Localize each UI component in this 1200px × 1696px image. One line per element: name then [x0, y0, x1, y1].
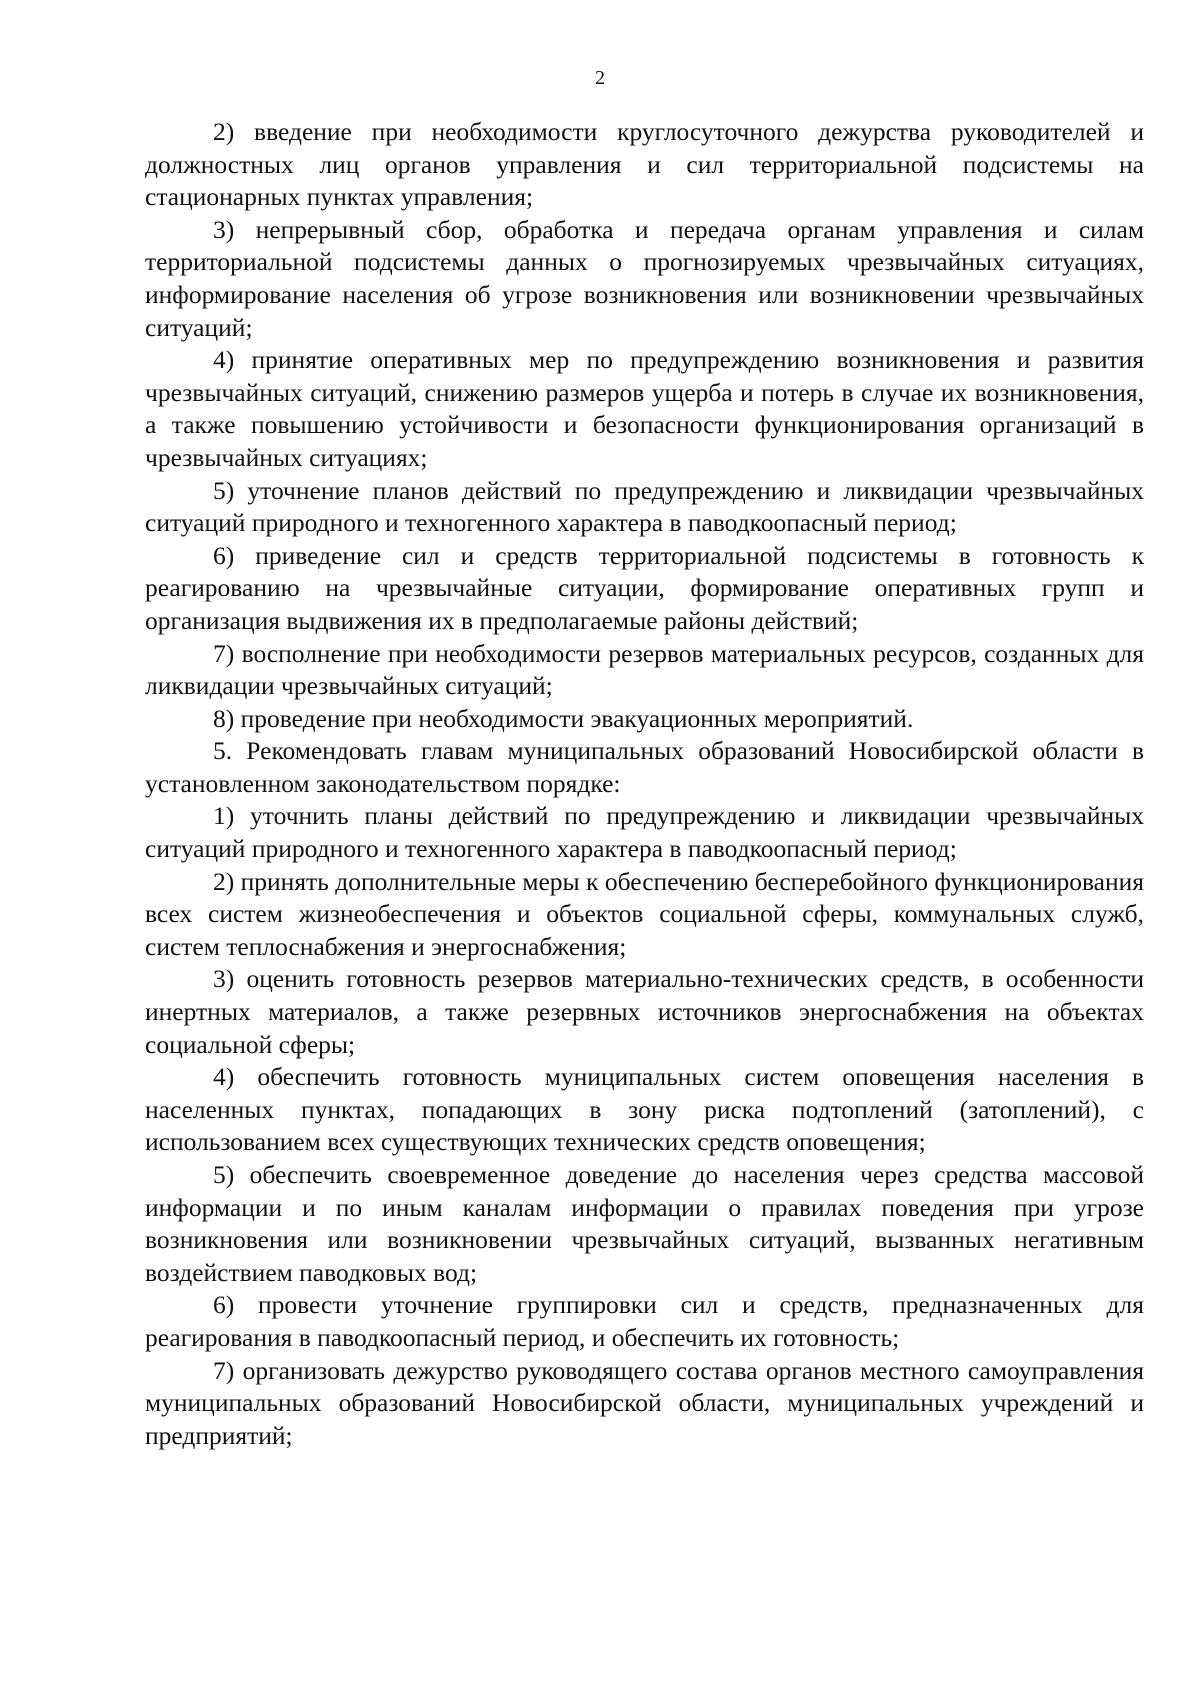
document-body [145, 116, 1144, 1452]
paragraph: 2) принять дополнительные меры к обеспечению бесперебойного функционирования всех систем жизнеобеспечения и объектов социальной сферы, коммунальных служб, систем теплоснабжения и энергоснабжения; [145, 866, 1144, 961]
paragraph: 2) введение при необходимости круглосуточного дежурства руководителей и должностных лиц органов управления и сил территориальной подсистемы на стационарных пунктах управления; [145, 117, 1144, 212]
paragraph: 4) обеспечить готовность муниципальных систем оповещения населения в населенных пунктах, попадающих в зону риска подтоплений (затоплений), с использованием всех существующих технических средств оповещения; [145, 1062, 1144, 1157]
paragraph: 3) непрерывный сбор, обработка и передача органам управления и силам территориальной подсистемы данных о прогнозируемых чрезвычайных ситуациях, информирование населения об угрозе возникновения или возникновении чрезвычайных ситуаций; [145, 214, 1144, 342]
paragraph: 4) принятие оперативных мер по предупреждению возникновения и развития чрезвычайных ситуаций, снижению размеров ущерба и потерь в случае их возникновения, а также повышению устойчивости и безопасности функционирования организаций в чрезвычайных ситуациях; [145, 345, 1144, 472]
paragraph: 5) уточнение планов действий по предупреждению и ликвидации чрезвычайных ситуаций природного и техногенного характера в паводкоопасный период; [145, 475, 1144, 538]
paragraph: 5) обеспечить своевременное доведение до населения через средства массовой информации и по иным каналам информации о правилах поведения при угрозе возникновения или возникновении чрезвычайных ситуаций, вызванных негативным воздействием паводковых вод; [145, 1160, 1144, 1287]
paragraph: 3) оценить готовность резервов материально-технических средств, в особенности инертных материалов, а также резервных источников энергоснабжения на объектах социальной сферы; [145, 964, 1144, 1059]
paragraph: 7) восполнение при необходимости резервов материальных ресурсов, созданных для ликвидации чрезвычайных ситуаций; [145, 638, 1144, 701]
paragraph: 1) уточнить планы действий по предупреждению и ликвидации чрезвычайных ситуаций природного и техногенного характера в паводкоопасный период; [145, 801, 1144, 864]
paragraph: 6) приведение сил и средств территориальной подсистемы в готовность к реагированию на чрезвычайные ситуации, формирование оперативных групп и организация выдвижения их в предполагаемые районы действий; [145, 540, 1144, 635]
paragraph: 6) провести уточнение группировки сил и средств, предназначенных для реагирования в паводкоопасный период, и обеспечить их готовность; [145, 1290, 1144, 1352]
page-number: 2 [595, 67, 605, 89]
paragraph: 8) проведение при необходимости эвакуационных мероприятий. [213, 703, 914, 733]
paragraph: 7) организовать дежурство руководящего состава органов местного самоуправления муниципальных образований Новосибирской области, муниципальных учреждений и предприятий; [145, 1355, 1144, 1450]
paragraph: 5. Рекомендовать главам муниципальных образований Новосибирской области в установленном законодательством порядке: [145, 736, 1144, 798]
